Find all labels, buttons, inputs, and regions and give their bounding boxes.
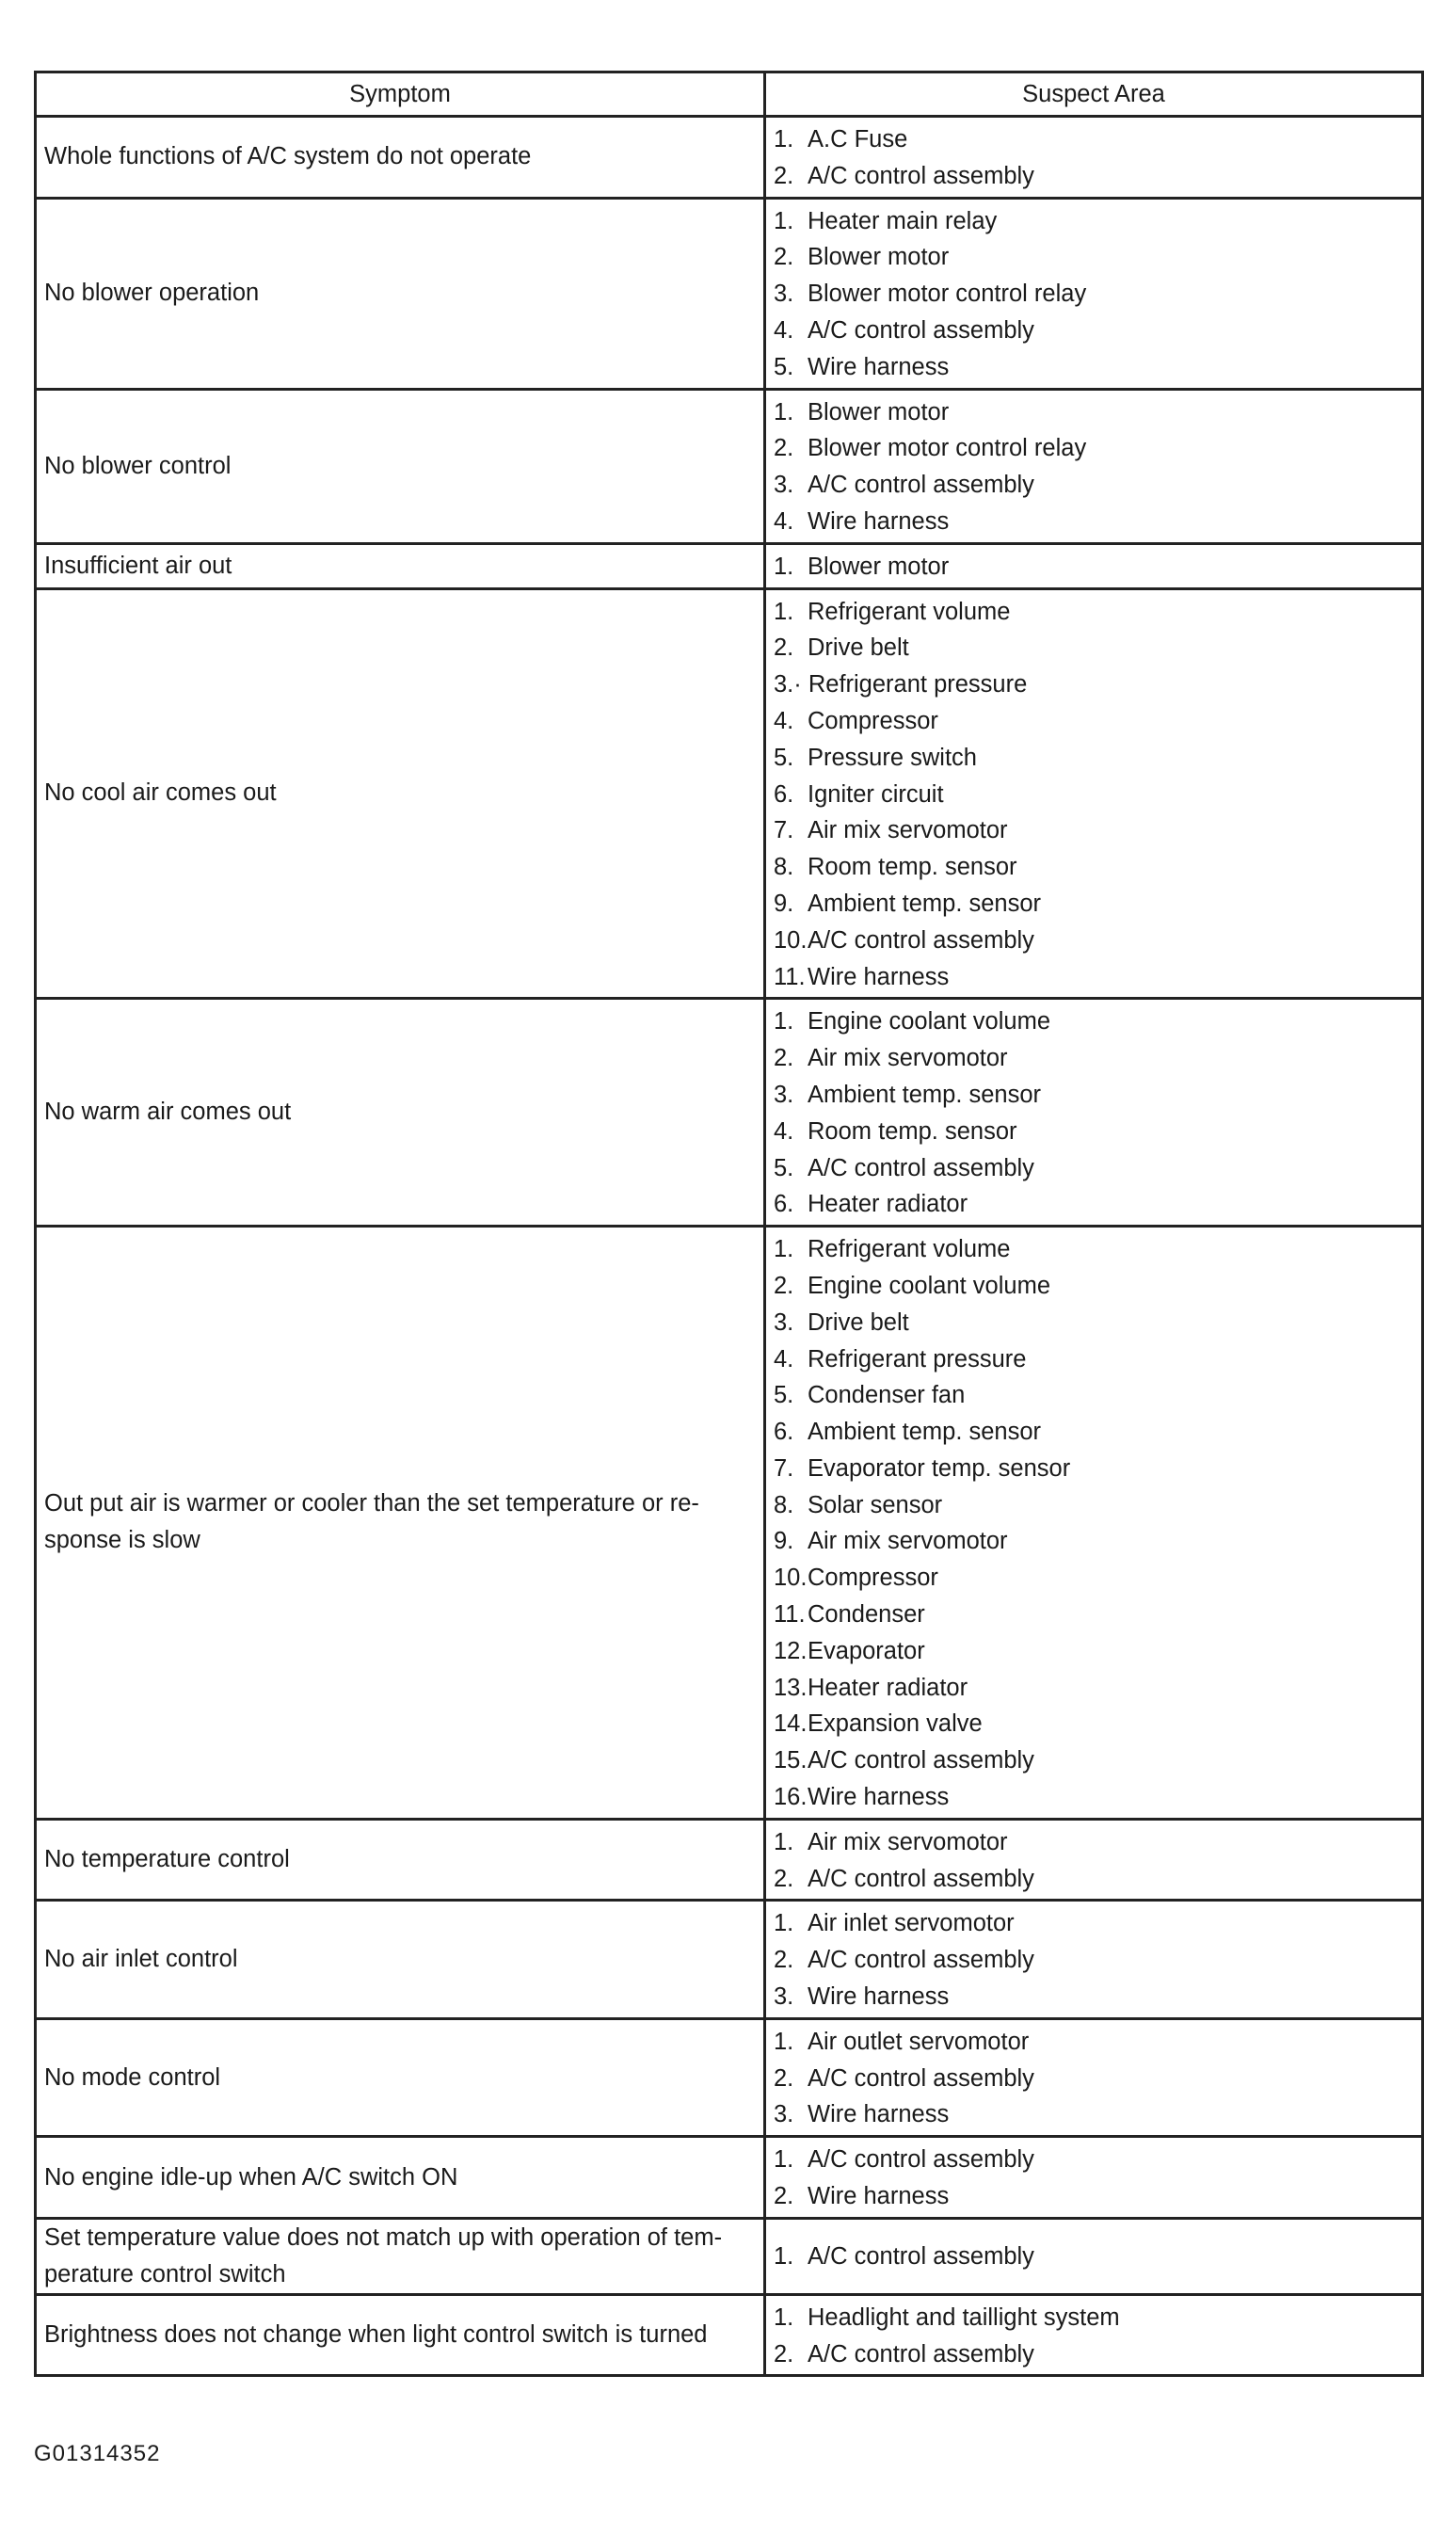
table-row [36,2218,1423,2294]
suspect-item [774,1305,1421,1341]
table-row [36,117,1423,199]
suspect-item-number: 3. [774,1308,801,1336]
suspect-item-label: Blower motor [808,244,950,271]
suspect-item-number: 14. [774,1710,808,1738]
suspect-item-label: A/C control assembly [808,2243,1034,2271]
suspect-list [774,1231,1421,1816]
suspect-item-number: 2. [774,634,801,662]
symptom-text: Whole functions of A/C system do not operate [44,143,532,170]
suspect-item-label: A/C control assembly [808,1947,1034,1974]
suspect-item-label: Headlight and taillight system [808,2303,1120,2331]
suspect-item-number: 4. [774,316,801,344]
suspect-item-number: 3. [774,2101,801,2128]
suspect-item-number: 6. [774,780,801,808]
suspect-item-number: 4. [774,1117,801,1145]
suspect-item [774,812,1421,849]
suspect-item-label: Blower motor control relay [808,435,1087,462]
table-row [36,588,1423,999]
suspect-item-number: 2. [774,1272,801,1299]
suspect-item [774,849,1421,886]
suspect-item-label: Engine coolant volume [808,1272,1051,1299]
suspect-item-label: Air mix servomotor [808,817,1008,844]
suspect-item-number: 1. [774,2303,801,2331]
suspect-item [774,313,1421,349]
symptom-text: Brightness does not change when light control switch is turned [44,2321,708,2349]
suspect-item-number: 1. [774,398,801,425]
suspect-item [774,1414,1421,1451]
suspect-list [774,2239,1421,2275]
symptom-text: No blower operation [44,280,260,307]
suspect-item [774,1633,1421,1670]
suspect-area-cell [765,2137,1423,2219]
suspect-item [774,1150,1421,1187]
symptom-cell [36,1819,765,1901]
suspect-area-cell [765,1901,1423,2018]
suspect-item-label: Air mix servomotor [808,1528,1008,1555]
suspect-item-label: Solar sensor [808,1491,943,1518]
suspect-item-label: Blower motor control relay [808,281,1087,308]
suspect-item-number: 3. [774,281,801,308]
suspect-item-label: Wire harness [808,2183,950,2210]
suspect-item-label: Air outlet servomotor [808,2028,1030,2055]
suspect-item-number: 2. [774,162,801,189]
suspect-item-label: Wire harness [808,1983,950,2011]
suspect-item [774,1341,1421,1378]
suspect-item [774,1905,1421,1942]
symptom-cell [36,1901,765,2018]
suspect-item [774,2336,1421,2373]
suspect-item-number: 7. [774,817,801,844]
table-row [36,1819,1423,1901]
symptom-cell [36,2218,765,2294]
suspect-item-label: Refrigerant pressure [808,1345,1027,1372]
suspect-item-label: Wire harness [808,507,950,535]
header-row [36,72,1423,117]
symptom-text: No engine idle-up when A/C switch ON [44,2163,458,2191]
symptom-text: Set temperature value does not match up with operation of tem- perature control switch [44,2223,723,2287]
symptom-text: No warm air comes out [44,1099,292,1126]
suspect-item-number: 12. [774,1637,808,1664]
suspect-item-number: 1. [774,553,801,580]
suspect-item-number: 2. [774,2183,801,2210]
suspect-item-label: Expansion valve [808,1710,983,1738]
suspect-item-number: 4. [774,707,801,734]
suspect-item [774,1861,1421,1898]
suspect-item-label: Wire harness [808,963,950,990]
suspect-item-number: 3. [774,1983,801,2011]
suspect-item-number: 1. [774,598,801,625]
suspect-item [774,276,1421,313]
suspect-item-label: A/C control assembly [808,2064,1034,2092]
table-row [36,2018,1423,2136]
suspect-item-label: A/C control assembly [808,316,1034,344]
suspect-item-label: Pressure switch [808,744,977,771]
suspect-item-number: 16. [774,1784,808,1811]
symptom-cell [36,543,765,588]
suspect-item-number: 10. [774,1565,808,1592]
symptom-text: Insufficient air out [44,552,232,579]
suspect-list [774,2300,1421,2373]
suspect-item [774,1451,1421,1487]
suspect-item-label: Blower motor [808,553,950,580]
suspect-item [774,2142,1421,2178]
symptom-cell [36,389,765,543]
suspect-item-number: 8. [774,1491,801,1518]
suspect-item [774,121,1421,158]
suspect-item [774,1597,1421,1633]
suspect-area-cell [765,1227,1423,1820]
suspect-item-number: 10. [774,926,808,954]
symptom-text: No air inlet control [44,1946,238,1973]
suspect-item [774,1779,1421,1816]
suspect-item-number: 1. [774,2146,801,2174]
suspect-item-number: 1. [774,1828,801,1855]
suspect-item-label: Air inlet servomotor [808,1910,1015,1937]
suspect-item-number: 15. [774,1747,808,1774]
suspect-area-cell [765,389,1423,543]
suspect-item [774,1077,1421,1114]
table-row [36,2137,1423,2219]
symptom-cell [36,198,765,389]
suspect-item-number: 8. [774,854,801,881]
suspect-item-label: Drive belt [808,634,909,662]
suspect-item [774,2239,1421,2275]
suspect-item [774,158,1421,195]
suspect-item [774,666,1421,703]
suspect-item-number: 9. [774,1528,801,1555]
suspect-item [774,1487,1421,1524]
suspect-item-number: 1. [774,2028,801,2055]
suspect-item-number: 2. [774,1947,801,1974]
table-body [36,117,1423,2376]
suspect-item-label: A/C control assembly [808,472,1034,499]
suspect-item-label: Air mix servomotor [808,1045,1008,1072]
suspect-item [774,1742,1421,1779]
suspect-item-number: 1. [774,207,801,234]
symptom-header: Symptom [36,72,765,117]
suspect-item-label: A/C control assembly [808,1747,1034,1774]
suspect-item-number: 3. [774,1081,801,1108]
suspect-item [774,1560,1421,1597]
suspect-area-cell [765,198,1423,389]
suspect-item-label: Compressor [808,707,938,734]
suspect-item-label: Evaporator [808,1637,925,1664]
table-row [36,198,1423,389]
suspect-item [774,1268,1421,1305]
suspect-item-number: 11. [774,1601,806,1629]
suspect-item [774,777,1421,813]
suspect-list [774,2024,1421,2133]
suspect-item-label: Heater radiator [808,1674,968,1701]
symptom-text: Out put air is warmer or cooler than the set temperature or re- sponse is slow [44,1490,699,1554]
suspect-list [774,2142,1421,2215]
suspect-item [774,886,1421,923]
symptom-cell [36,588,765,999]
suspect-item-label: Ambient temp. sensor [808,1081,1042,1108]
suspect-item-label: Drive belt [808,1308,909,1336]
suspect-item [774,2024,1421,2061]
symptom-cell [36,2137,765,2219]
suspect-item-number: 7. [774,1454,801,1482]
suspect-item-label: Blower motor [808,398,950,425]
suspect-item [774,349,1421,386]
suspect-item [774,430,1421,467]
suspect-area-header: Suspect Area [765,72,1423,117]
suspect-item-label: A/C control assembly [808,1154,1034,1181]
suspect-list [774,1905,1421,2014]
suspect-list [774,394,1421,540]
suspect-item-number: 4. [774,507,801,535]
suspect-item [774,2061,1421,2097]
suspect-item [774,1824,1421,1861]
suspect-item [774,1942,1421,1979]
suspect-item-label: Refrigerant volume [808,1236,1011,1263]
figure-id: G01314352 [34,2441,161,2466]
suspect-item-label: Condenser fan [808,1382,966,1409]
suspect-item-number: 5. [774,744,801,771]
suspect-item-label: Room temp. sensor [808,854,1017,881]
suspect-item [774,549,1421,586]
suspect-item-label: A/C control assembly [808,2340,1034,2367]
symptom-text: No mode control [44,2063,221,2091]
suspect-item-number: 3. [774,472,801,499]
suspect-item-number: 5. [774,353,801,380]
suspect-area-cell [765,588,1423,999]
suspect-item [774,1706,1421,1742]
suspect-item [774,1979,1421,2015]
suspect-item-label: Refrigerant pressure [808,671,1028,698]
suspect-area-cell [765,999,1423,1227]
suspect-item-number: 6. [774,1419,801,1446]
symptom-cell [36,1227,765,1820]
suspect-item-number: 13. [774,1674,808,1701]
suspect-item-number: 1. [774,126,801,152]
suspect-area-cell [765,543,1423,588]
suspect-item-label: Wire harness [808,1784,950,1811]
suspect-item [774,703,1421,740]
symptom-cell [36,999,765,1227]
suspect-item-number: 4. [774,1345,801,1372]
suspect-item [774,1114,1421,1150]
suspect-item [774,203,1421,240]
suspect-item-label: Compressor [808,1565,938,1592]
suspect-item [774,1377,1421,1414]
suspect-item [774,467,1421,504]
suspect-area-cell [765,117,1423,199]
suspect-item-label: Air mix servomotor [808,1828,1008,1855]
suspect-list [774,121,1421,195]
suspect-item-number: 2. [774,1045,801,1072]
symptom-text: No cool air comes out [44,779,277,807]
suspect-area-cell [765,2294,1423,2376]
suspect-item-number: 1. [774,1910,801,1937]
suspect-item-label: Heater radiator [808,1191,968,1218]
table-row [36,2294,1423,2376]
suspect-item-number: 5. [774,1382,801,1409]
diagnosis-table [34,71,1424,2377]
suspect-item-label: Ambient temp. sensor [808,890,1042,917]
suspect-item-label: A/C control assembly [808,2146,1034,2174]
suspect-item-number: 3.· [774,671,808,698]
suspect-item-number: 6. [774,1191,801,1218]
suspect-item-number: 1. [774,2243,801,2271]
table-row [36,543,1423,588]
suspect-item-number: 5. [774,1154,801,1181]
suspect-item-label: Igniter circuit [808,780,944,808]
symptom-cell [36,2294,765,2376]
suspect-item-number: 9. [774,890,801,917]
suspect-item [774,239,1421,276]
suspect-item [774,394,1421,431]
suspect-item [774,2300,1421,2336]
suspect-item-number: 2. [774,244,801,271]
suspect-item-number: 1. [774,1236,801,1263]
suspect-list [774,1824,1421,1898]
table-row [36,999,1423,1227]
suspect-item-label: A.C Fuse [808,126,908,152]
suspect-list [774,203,1421,386]
suspect-item-label: Engine coolant volume [808,1008,1051,1035]
suspect-area-cell [765,2018,1423,2136]
suspect-item-number: 2. [774,1865,801,1892]
suspect-item [774,1003,1421,1040]
suspect-item [774,2178,1421,2215]
suspect-item [774,2096,1421,2133]
suspect-item-label: A/C control assembly [808,162,1034,189]
suspect-item-label: Ambient temp. sensor [808,1419,1042,1446]
suspect-item [774,504,1421,540]
table-row [36,389,1423,543]
suspect-item-label: Evaporator temp. sensor [808,1454,1071,1482]
suspect-area-cell [765,2218,1423,2294]
suspect-item-label: A/C control assembly [808,926,1034,954]
suspect-item-label: Room temp. sensor [808,1117,1017,1145]
suspect-item-label: Refrigerant volume [808,598,1011,625]
suspect-item-number: 1. [774,1008,801,1035]
suspect-item [774,594,1421,631]
suspect-item-label: A/C control assembly [808,1865,1034,1892]
suspect-list [774,1003,1421,1223]
table-row [36,1227,1423,1820]
suspect-item-number: 2. [774,2064,801,2092]
suspect-item-label: Heater main relay [808,207,998,234]
suspect-area-cell [765,1819,1423,1901]
suspect-item-label: Wire harness [808,2101,950,2128]
symptom-cell [36,117,765,199]
suspect-list [774,549,1421,586]
suspect-item [774,740,1421,777]
suspect-item-label: Condenser [808,1601,925,1629]
suspect-item-label: Wire harness [808,353,950,380]
suspect-item [774,1186,1421,1223]
suspect-item [774,1040,1421,1077]
symptom-text: No blower control [44,452,232,479]
symptom-text: No temperature control [44,1846,290,1873]
suspect-item [774,959,1421,996]
suspect-list [774,594,1421,996]
suspect-item-number: 2. [774,435,801,462]
table-row [36,1901,1423,2018]
suspect-item [774,1523,1421,1560]
suspect-item-number: 11. [774,963,806,990]
symptom-cell [36,2018,765,2136]
suspect-item [774,923,1421,959]
suspect-item [774,1231,1421,1268]
suspect-item-number: 2. [774,2340,801,2367]
suspect-item [774,630,1421,666]
suspect-item [774,1670,1421,1707]
